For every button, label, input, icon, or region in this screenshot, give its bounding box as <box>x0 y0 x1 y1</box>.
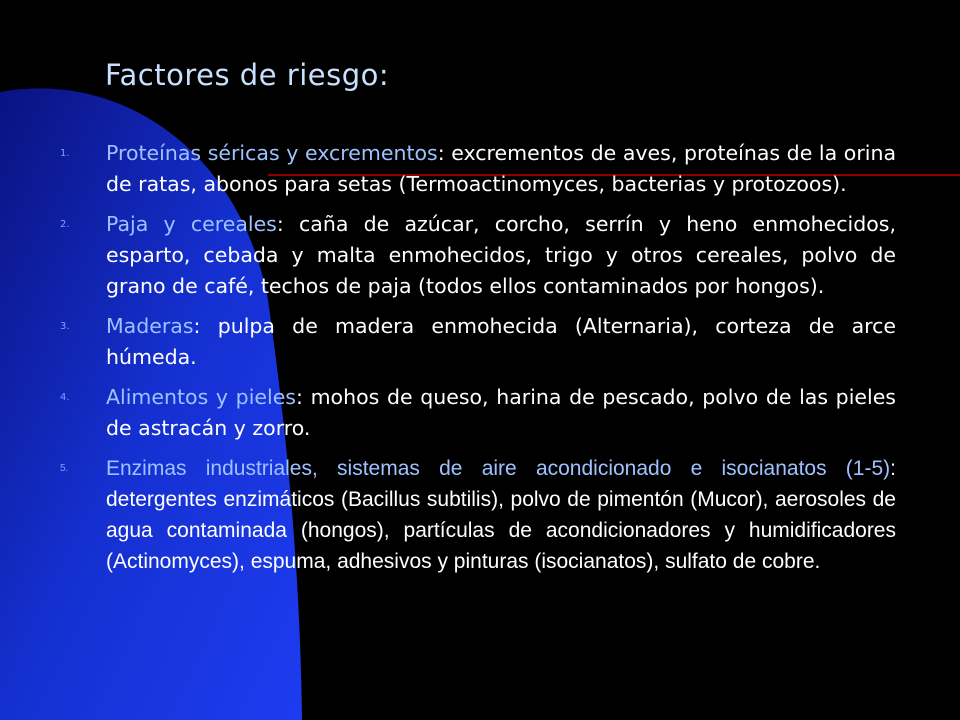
item-term: Alimentos y pieles <box>106 385 296 409</box>
item-term: Enzimas industriales, sistemas de aire acondicionado e isocianatos (1-5) <box>106 457 891 480</box>
list-item <box>60 382 896 444</box>
item-term: Paja y cereales <box>106 212 277 236</box>
item-text: excrementos de aves, proteínas de la orina de ratas, abonos para setas (Termoactinomyces, bacterias y protozoos). <box>106 141 897 196</box>
list-item <box>60 209 896 302</box>
item-text: detergentes enzimáticos (Bacillus subtilis), polvo de pimentón (Mucor), aerosoles de agua contaminada (hongos), partículas de acondicionadores y humidificadores (Actinomyces), espuma, adhesivos y pinturas (isocianatos), sulfato de cobre. <box>106 488 896 573</box>
item-separator: : <box>296 385 303 409</box>
item-text: caña de azúcar, corcho, serrín y heno enmohecidos, esparto, cebada y malta enmohecidos, trigo y otros cereales, polvo de grano de café, techos de paja (todos ellos contaminados por hongos). <box>106 212 896 298</box>
item-separator: : <box>276 212 284 236</box>
item-text: mohos de queso, harina de pescado, polvo de las pieles de astracán y zorro. <box>106 385 896 440</box>
item-separator: : <box>890 457 896 480</box>
item-separator: : <box>193 314 201 338</box>
item-term: Maderas <box>106 314 194 338</box>
item-number: 2. <box>60 219 70 230</box>
item-separator: : <box>437 141 445 165</box>
item-text: pulpa de madera enmohecida (Alternaria), corteza de arce húmeda. <box>106 314 896 369</box>
risk-factor-list <box>60 138 896 586</box>
item-number: 5. <box>60 463 69 474</box>
item-number: 4. <box>60 392 70 403</box>
list-item <box>60 138 896 200</box>
item-number: 1. <box>60 148 70 159</box>
item-number: 3. <box>60 321 70 332</box>
list-item <box>60 453 896 577</box>
slide-title: Factores de riesgo: <box>105 58 390 92</box>
list-item <box>60 311 896 373</box>
item-term: Proteínas séricas y excrementos <box>106 141 438 165</box>
